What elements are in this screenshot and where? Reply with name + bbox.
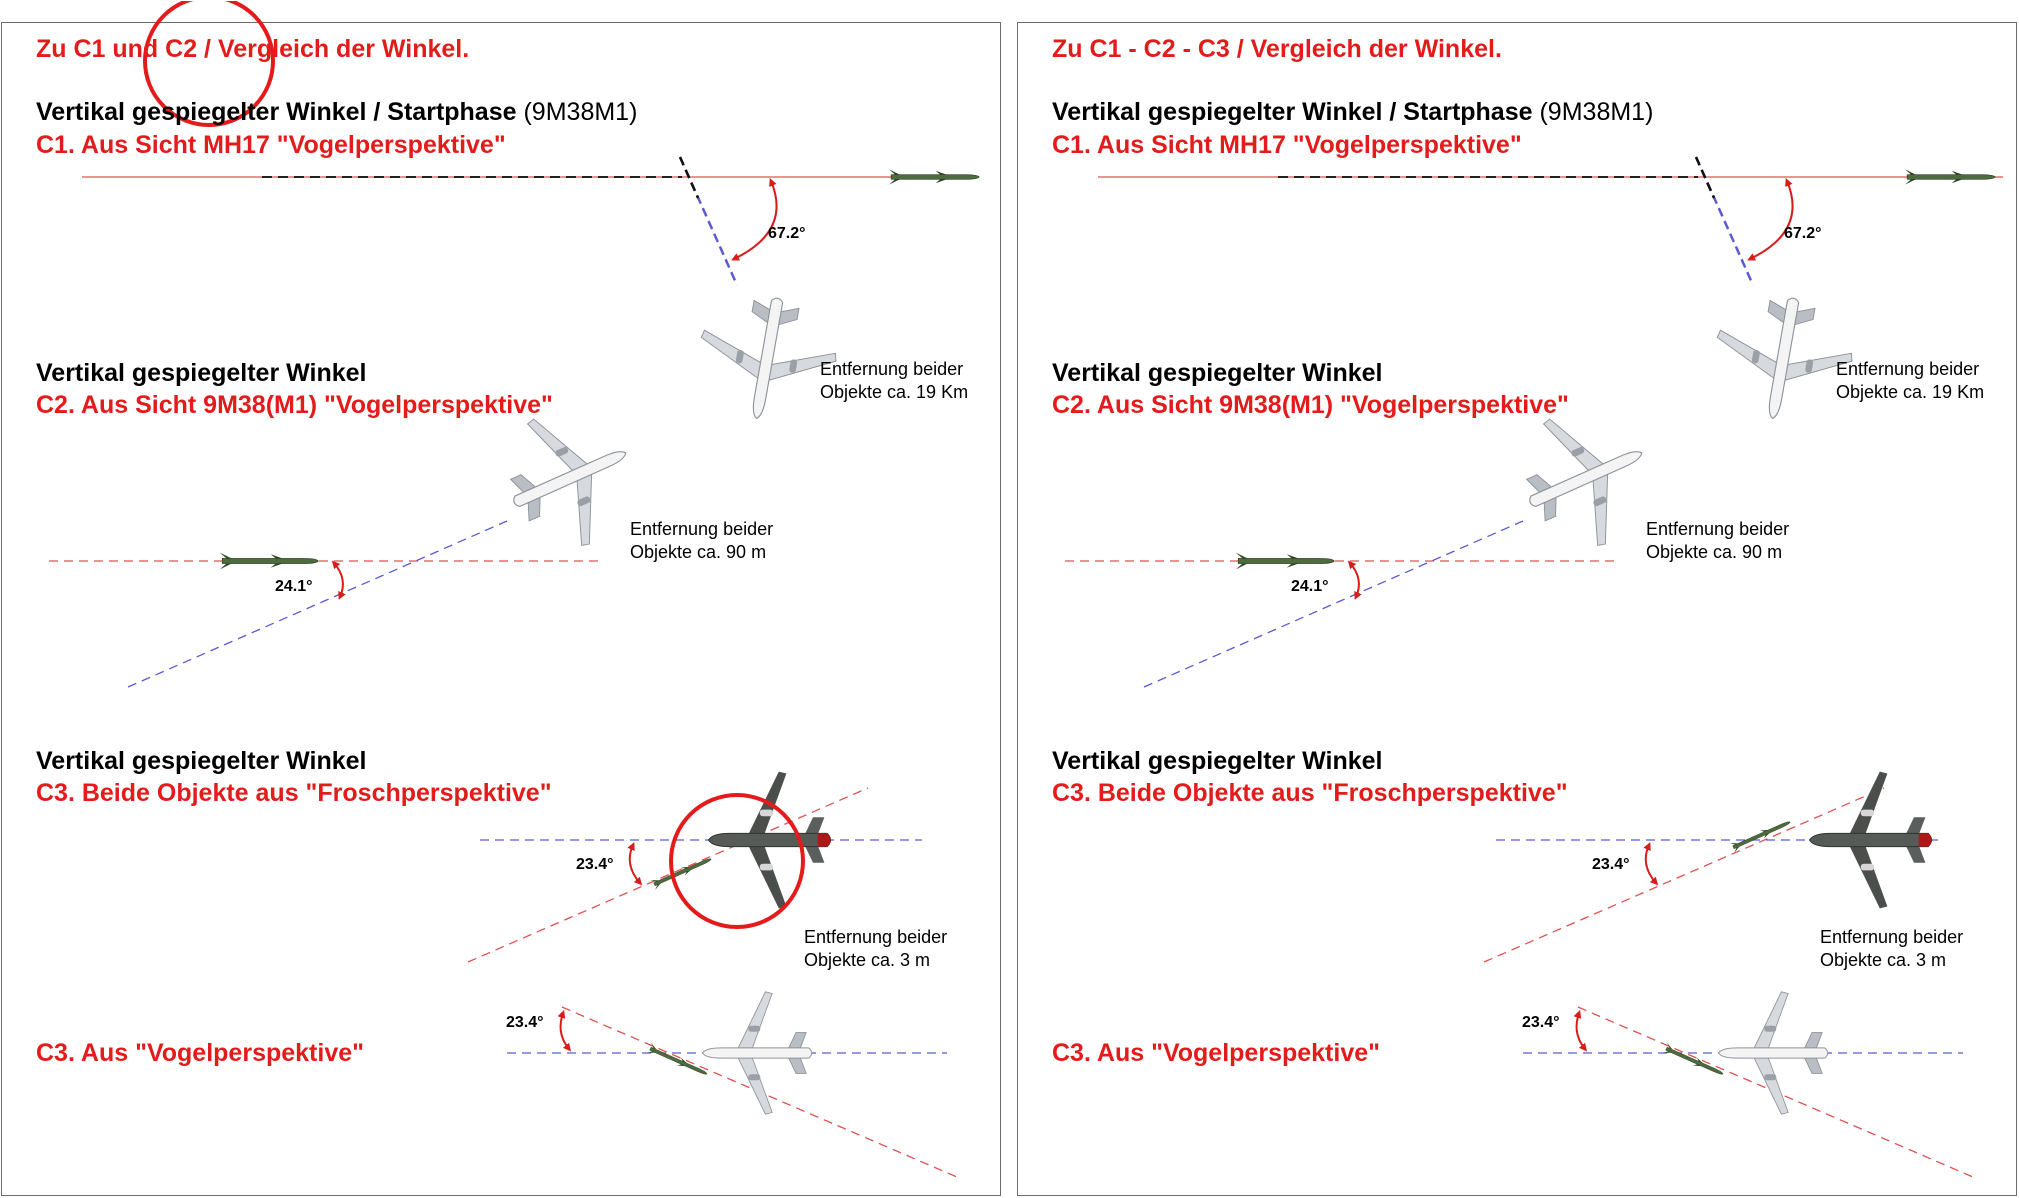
missile-icon: [1236, 553, 1335, 570]
c1-distance-label: Entfernung beider Objekte ca. 19 Km: [1836, 359, 1985, 402]
c3b-angle-label: 23.4°: [506, 1014, 544, 1031]
c3-angle-label: 23.4°: [1592, 856, 1630, 873]
c1-angle-label: 67.2°: [768, 225, 806, 242]
c2-title: C2. Aus Sicht 9M38(M1) "Vogelperspektive": [36, 391, 553, 419]
panel-header: Zu C1 und C2 / Vergleich der Winkel.: [36, 35, 470, 63]
missile-icon: [1905, 169, 1995, 185]
c3-heading: Vertikal gespiegelter Winkel: [36, 747, 367, 775]
c3-distance-label: Entfernung beider Objekte ca. 3 m: [804, 927, 948, 970]
startphase-heading: [36, 100, 637, 125]
c2-angle-label: 24.1°: [275, 578, 313, 595]
c3b-title: C3. Aus "Vogelperspektive": [1052, 1039, 1380, 1067]
c1-title: C1. Aus Sicht MH17 "Vogelperspektive": [1052, 131, 1522, 159]
c1-angle-label: 67.2°: [1784, 225, 1822, 242]
startphase-heading-bold: Vertikal gespiegelter Winkel / Startphase: [1052, 98, 1533, 126]
c2-trajectory-line: [128, 521, 507, 687]
diagram-artwork: [2, 23, 1002, 1197]
airliner-icon: [709, 772, 831, 909]
c3-distance-label: Entfernung beider Objekte ca. 3 m: [1820, 927, 1964, 970]
comparison-panel-right: [1017, 22, 2017, 1196]
c1-angle-arc-icon: [734, 181, 777, 259]
highlight-circle-icon: [671, 795, 803, 927]
c2-title: C2. Aus Sicht 9M38(M1) "Vogelperspektive": [1052, 391, 1569, 419]
c1-title: C1. Aus Sicht MH17 "Vogelperspektive": [36, 131, 506, 159]
airliner-icon: [1719, 992, 1828, 1114]
airliner-icon: [1810, 772, 1932, 909]
diagram-artwork: [1018, 23, 2018, 1197]
c2-angle-arc-icon: [1350, 563, 1359, 597]
missile-icon: [1663, 1043, 1726, 1079]
c3b-angle-arc-icon: [561, 1013, 569, 1049]
c3-title: C3. Beide Objekte aus "Froschperspektive": [36, 779, 552, 807]
startphase-heading-light: (9M38M1): [523, 98, 638, 126]
c3b-angle-arc-icon: [1577, 1013, 1585, 1049]
c2-heading: Vertikal gespiegelter Winkel: [1052, 359, 1383, 387]
c3-title: C3. Beide Objekte aus "Froschperspektive": [1052, 779, 1568, 807]
c2-angle-label: 24.1°: [1291, 578, 1329, 595]
airliner-icon: [703, 992, 812, 1114]
c3-angle-arc-icon: [630, 845, 640, 883]
missile-icon: [220, 553, 319, 570]
startphase-heading-bold: Vertikal gespiegelter Winkel / Startphase: [36, 98, 517, 126]
c3-angle-label: 23.4°: [576, 856, 614, 873]
c2-trajectory-line: [1144, 521, 1523, 687]
c2-heading: Vertikal gespiegelter Winkel: [36, 359, 367, 387]
comparison-panel-left: [1, 22, 1001, 1196]
c2-distance-label: Entfernung beider Objekte ca. 90 m: [1646, 519, 1790, 562]
c3b-angle-label: 23.4°: [1522, 1014, 1560, 1031]
c1-distance-label: Entfernung beider Objekte ca. 19 Km: [820, 359, 969, 402]
c1-angle-arc-icon: [1750, 181, 1793, 259]
c2-angle-arc-icon: [334, 563, 343, 597]
missile-icon: [1730, 817, 1793, 853]
c2-distance-label: Entfernung beider Objekte ca. 90 m: [630, 519, 774, 562]
panel-header: Zu C1 - C2 - C3 / Vergleich der Winkel.: [1052, 35, 1502, 63]
startphase-heading-light: (9M38M1): [1539, 98, 1654, 126]
c3-heading: Vertikal gespiegelter Winkel: [1052, 747, 1383, 775]
startphase-heading: [1052, 100, 1653, 125]
c3-angle-arc-icon: [1646, 845, 1656, 883]
missile-icon: [647, 1043, 710, 1079]
c3b-title: C3. Aus "Vogelperspektive": [36, 1039, 364, 1067]
missile-icon: [889, 169, 979, 185]
